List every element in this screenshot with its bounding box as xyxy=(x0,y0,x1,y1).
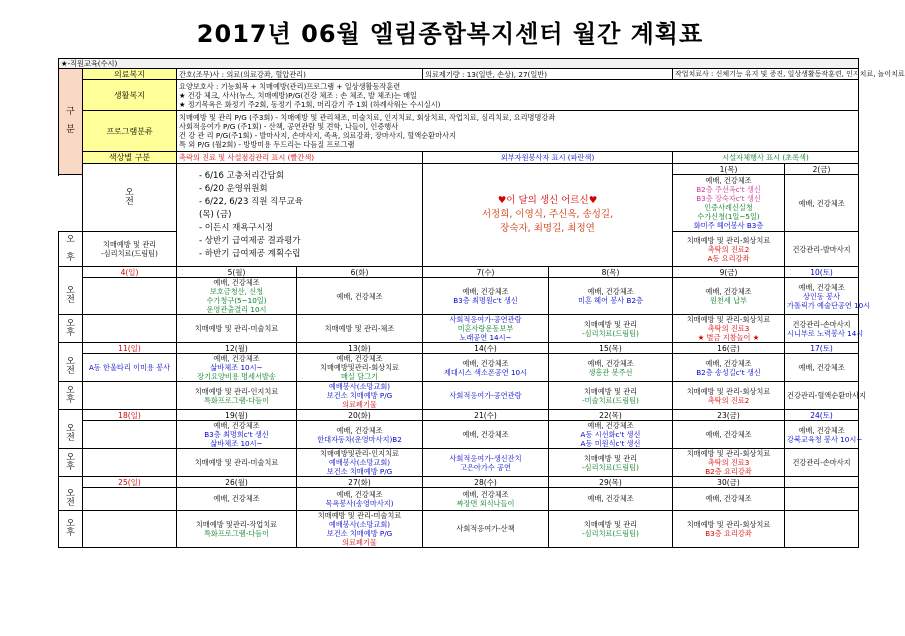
cell-line: 치매예방 및 관리-미술치료 xyxy=(194,458,279,467)
birthday-names: 서정희, 이영식, 주신옥, 송성길, xyxy=(481,209,614,220)
cell-line: 시니부로 노력봉사 14시 xyxy=(787,328,864,338)
birthday-heading: ♥이 달의 생신 어르신♥ xyxy=(497,195,598,206)
cell-line: 치매예방 및 관리 xyxy=(102,240,157,249)
category-side-label: 구 분 xyxy=(59,69,83,175)
legend-blue: 외부자원봉사자 표시 (파란색) xyxy=(423,152,673,164)
monthly-schedule-table xyxy=(58,58,905,548)
cell-line: 예배, 건강체조 xyxy=(798,198,845,208)
cell-line: 치매예방 및 관리-미술치료 xyxy=(317,510,402,520)
day-cell-pm xyxy=(673,449,785,477)
cell-line: 치매예방 및 관리-회상치료 xyxy=(686,386,771,396)
day-cell-am xyxy=(177,488,297,511)
day-cell-pm xyxy=(177,510,297,547)
day-header: 10(토) xyxy=(785,267,859,278)
cell-line: 상인동 봉사 xyxy=(803,291,841,301)
day-cell-am xyxy=(785,278,871,315)
day-header: 14(수) xyxy=(423,343,549,354)
cell-line: 건강관리-손마사지 xyxy=(792,319,851,329)
day-cell-pm xyxy=(297,510,423,547)
day-cell-am xyxy=(549,278,673,315)
ampm-label-pm: 오 후 xyxy=(59,382,83,410)
day-header: 2(금) xyxy=(785,164,859,175)
cell-line: 고은아가수 공연 xyxy=(460,462,511,472)
cell-line: B3층 장숙자c't 생신 xyxy=(696,194,761,203)
cell-line: 목욕봉사(송영마사지) xyxy=(325,498,394,508)
program-line: 특 외 P/G (월2회) - 방방미용 두드리는 다듬질 프로그램 xyxy=(179,140,355,149)
cell-line: 건강관리-손마사지 xyxy=(792,458,851,467)
day-cell-pm xyxy=(785,510,859,547)
notice-item: - 6/20 운영위원회 xyxy=(199,183,268,194)
cell-line: 치매예방및관리-인지치료 xyxy=(320,449,399,458)
day-cell-pm xyxy=(785,382,866,410)
cell-line: 보건소 치매예방 P/G xyxy=(326,467,393,476)
day-cell-pm xyxy=(177,382,297,410)
day-cell-am xyxy=(673,175,785,232)
life-line: ★ 건강 체크, 사사(뉴스, 치매예방)P/G(건강 체조 : 손 체조, 발 체조)는 매일 xyxy=(179,90,417,100)
cell-line: 보호금청산, 신청 xyxy=(209,287,264,296)
life-line: 요양보호사 : 기능회복 + 치매예방(관리)프로그램 + 일상생활동작훈련 xyxy=(179,81,401,91)
cell-line: B2층 요리강좌 xyxy=(705,467,752,476)
cell-line: 예배, 건강체조 xyxy=(213,278,260,287)
day-cell-pm xyxy=(423,449,549,477)
cell-line: 사회적응여가-산책 xyxy=(456,524,515,533)
notice-item: - 6/22, 6/23 직원 직무교육 xyxy=(199,196,304,207)
cell-line: 치매예방 및 관리-회상치료 xyxy=(686,235,771,245)
day-header: 26(월) xyxy=(177,477,297,488)
cell-line: 치매예방 및 관리-미술치료 xyxy=(194,324,279,333)
day-cell-pm xyxy=(83,449,177,477)
day-cell-pm xyxy=(83,382,177,410)
day-cell-pm xyxy=(297,315,423,343)
day-cell-pm xyxy=(297,382,423,410)
cell-line: 예배, 건강체조 xyxy=(336,291,383,301)
life-line: ★ 정기목욕은 화정기 주2회, 동정기 주1회, 머리감기 주 1회 (하례사워는 수시실시) xyxy=(179,99,441,109)
cell-line: -심리치료(드림팀) xyxy=(101,249,158,258)
category-program-label: 프로그램분류 xyxy=(83,111,177,152)
ampm-label-am: 오 전 xyxy=(59,278,83,315)
notice-list xyxy=(177,164,423,267)
day-cell-am xyxy=(423,488,549,511)
ampm-spacer xyxy=(59,343,83,354)
day-cell-am xyxy=(673,421,785,449)
cell-line: 수가신청(1일~5일) xyxy=(697,212,760,221)
day-header: 6(화) xyxy=(297,267,423,278)
day-header: 21(수) xyxy=(423,410,549,421)
day-cell-pm xyxy=(673,232,785,267)
day-cell-am xyxy=(785,421,863,449)
cell-line: 예배, 건강체조 xyxy=(705,494,752,504)
cell-line: A동 미원식c't 생신 xyxy=(580,439,641,448)
day-cell-pm xyxy=(673,510,785,547)
cell-line: 예배, 건강체조 xyxy=(336,425,383,435)
cell-line: 예배, 건강체조 xyxy=(705,176,752,185)
cell-line: 예배, 건강체조 xyxy=(336,489,383,499)
category-color-label: 색상별 구분 xyxy=(83,152,177,164)
day-cell-am xyxy=(549,488,673,511)
life-description xyxy=(177,80,859,111)
staff-education-row: ★-직원교육(수시) xyxy=(59,59,859,69)
notice-item: - 상반기 급여제공 결과평가 xyxy=(199,235,301,246)
cell-line: 촉탁의 진료3 xyxy=(707,324,750,333)
cell-line: 예배봉사(소망교회) xyxy=(328,382,391,391)
ampm-spacer xyxy=(59,477,83,488)
ampm-label-pm: 오 후 xyxy=(59,510,83,547)
day-cell-pm xyxy=(297,449,423,477)
day-cell-am xyxy=(83,421,177,449)
birthday-box xyxy=(423,164,673,267)
cell-line: 생흥관 봇주선 xyxy=(588,367,633,377)
cell-line: 치매예방 및 관리 xyxy=(583,319,638,329)
day-header: 5(월) xyxy=(177,267,297,278)
cell-line: 매실 담그기 xyxy=(340,372,378,381)
day-header: 20(화) xyxy=(297,410,423,421)
cell-line: 특화프로그램-다듬이 xyxy=(203,395,270,405)
cell-line: 예배, 건강체조 xyxy=(798,363,845,372)
cell-line: 치매예방 및 관리-회상치료 xyxy=(686,519,771,529)
day-cell-pm xyxy=(83,232,177,267)
cell-line: 장기요양비용 명세서발송 xyxy=(197,372,276,381)
medical-doctor: 의료제기량 : 13(일반, 손상), 27(일반) xyxy=(423,69,673,80)
ampm-label-am: 오 전 xyxy=(59,421,83,449)
cell-line: A동 한울타리 이미용 봉사 xyxy=(88,363,171,372)
day-header: 8(목) xyxy=(549,267,673,278)
day-cell-am xyxy=(423,354,549,382)
cell-line: 인증사례신실청 xyxy=(704,203,753,212)
day-header: 25(일) xyxy=(83,477,177,488)
day-cell-am xyxy=(785,488,859,511)
cell-line: -심리치료(드림팀) xyxy=(582,328,639,338)
cell-line: B3층 요리강좌 xyxy=(705,528,752,538)
day-cell-am xyxy=(177,354,297,382)
day-cell-am xyxy=(83,488,177,511)
day-cell-am xyxy=(83,354,177,382)
day-cell-am xyxy=(177,278,297,315)
day-cell-am xyxy=(297,354,423,382)
day-cell-pm xyxy=(177,315,297,343)
cell-line: 치매예방 및 관리 xyxy=(583,453,638,463)
notice-item: - 하반기 급여제공 계획수립 xyxy=(199,248,301,259)
day-header: 30(금) xyxy=(673,477,785,488)
day-header: 24(토) xyxy=(785,410,859,421)
cell-line: 예배봉사(소망교회) xyxy=(328,519,391,529)
cell-line: -심리치료(드림팀) xyxy=(582,528,639,538)
cell-line: 제대시스 색소폰공연 10시 xyxy=(443,367,528,377)
notice-item: (목) (금) xyxy=(199,209,232,220)
cell-line: 보건소 치매예방 P/G xyxy=(326,391,393,400)
cell-line: 특화프로그램-다듬이 xyxy=(203,528,270,538)
day-cell-pm xyxy=(673,382,785,410)
day-cell-pm xyxy=(549,510,673,547)
cell-line: 예배, 건강체조 xyxy=(336,354,383,363)
day-cell-pm xyxy=(423,382,549,410)
ampm-label-am: 오 전 xyxy=(83,164,177,232)
legend-green: 시설자체행사 표시 (초록색) xyxy=(673,152,859,164)
cell-line: 짜장면 외식나들이 xyxy=(456,498,515,508)
cell-line: 운영관출결리 10시 xyxy=(206,305,267,314)
ampm-spacer xyxy=(59,410,83,421)
cell-line: 사회적응여가-공연관람 xyxy=(449,391,522,400)
ampm-label-am: 오 전 xyxy=(59,354,83,382)
program-line: 건 강 관 리 P/G(주1회) - 발마사지, 손마사지, 족욕, 의료강좌, 장마사지, 혈액순환마사지 xyxy=(179,131,456,140)
cell-line: 의료폐기물 xyxy=(342,537,377,547)
cell-line: 치매예방및관리-회상치료 xyxy=(320,363,399,372)
day-cell-am xyxy=(297,488,423,511)
category-medical-label: 의료복지 xyxy=(83,69,177,80)
cell-line: 예배봉사(소망교회) xyxy=(328,458,391,467)
ampm-spacer xyxy=(59,267,83,278)
cell-line: B2층 주선옥c't 생신 xyxy=(696,185,761,194)
ampm-label-pm: 오 후 xyxy=(59,449,83,477)
cell-line: 예배, 건강체조 xyxy=(587,494,634,504)
cell-line: B3층 최명원c't 생신 xyxy=(453,296,518,305)
day-header: 18(일) xyxy=(83,410,177,421)
cell-line: ★ 별금 지참놀이 ★ xyxy=(697,333,760,342)
cell-line: 예배, 건강체조 xyxy=(705,358,752,368)
ampm-label-am: 오 전 xyxy=(59,488,83,511)
cell-line: 치매예방 및 관리-체조 xyxy=(324,324,395,333)
day-cell-am xyxy=(297,421,423,449)
medical-nurse: 간호(조무)사 : 의료(의료강좌, 혈압관리) xyxy=(177,69,423,80)
day-cell-pm xyxy=(549,315,673,343)
day-cell-pm xyxy=(83,315,177,343)
day-header: 1(목) xyxy=(673,164,785,175)
cell-line: 삶바체조 10시~ xyxy=(210,363,263,372)
day-header: 17(토) xyxy=(785,343,859,354)
cell-line: A동 요리강좌 xyxy=(707,253,750,263)
cell-line: 삶바체조 10시~ xyxy=(210,439,263,448)
day-cell-am xyxy=(549,421,673,449)
cell-line: 노래공연 14시~ xyxy=(459,333,512,342)
program-line: 치매예방 및 관리 P/G (주3회) - 치매예방 및 관리체조, 미술치료, 인지치료, 회상치료, 작업치료, 심리치료, 요리명명강좌 xyxy=(179,113,556,122)
day-cell-pm xyxy=(83,510,177,547)
day-header: 28(수) xyxy=(423,477,549,488)
day-cell-am xyxy=(549,354,673,382)
day-cell-pm xyxy=(785,232,859,267)
day-header: 13(화) xyxy=(297,343,423,354)
cell-line: A동 시선화c't 생신 xyxy=(580,430,641,439)
cell-line: 건강관리-혈액순환마사지 xyxy=(787,391,866,400)
day-header: 9(금) xyxy=(673,267,785,278)
day-header: 29(목) xyxy=(549,477,673,488)
ampm-label-pm: 오 후 xyxy=(59,232,83,267)
day-header: 4(일) xyxy=(83,267,177,278)
day-cell-pm xyxy=(785,315,864,343)
cell-line: 예배, 건강체조 xyxy=(213,354,260,363)
cell-line: 사회적응여가-생신잔치 xyxy=(449,453,522,463)
day-cell-am xyxy=(83,278,177,315)
legend-red: 촉락의 진료 및 사설점검관리 표시 (빨간색) xyxy=(177,152,423,164)
day-cell-am xyxy=(297,278,423,315)
day-header: 12(월) xyxy=(177,343,297,354)
cell-line: 사회적응여가-공연관람 xyxy=(449,315,522,324)
day-header: 15(목) xyxy=(549,343,673,354)
cell-line: 치매예방 및관리-작업치료 xyxy=(195,519,278,529)
cell-line: 촉탁의 진료2 xyxy=(707,244,750,254)
cell-line: 예배, 건강체조 xyxy=(213,494,260,504)
cell-line: 치매예방 및 관리-회상치료 xyxy=(686,315,771,324)
day-header: 23(금) xyxy=(673,410,785,421)
day-cell-pm xyxy=(549,382,673,410)
day-cell-am xyxy=(673,278,785,315)
program-line: 사회적응여가 P/G (주1회) - 산책, 공연관람 및 견학, 나들이, 인증행사 xyxy=(179,122,399,131)
day-cell-pm xyxy=(673,315,785,343)
cell-line: -미술치료(드림팀) xyxy=(582,395,639,405)
cell-line: 치매예방 및 관리 xyxy=(583,386,638,396)
cell-line: 예배, 건강체조 xyxy=(587,358,634,368)
cell-line: 예배, 건강체조 xyxy=(213,421,260,430)
cell-line: 한대자동차(운영마사지)B2 xyxy=(317,434,402,444)
category-life-label: 생활복지 xyxy=(83,80,177,111)
cell-line: 화미주 헤어봉사 B3층 xyxy=(693,221,764,230)
birthday-names: 장숙자, 최명길, 최정연 xyxy=(500,223,595,234)
cell-line: 치매예방 및 관리-회상치료 xyxy=(686,449,771,458)
day-cell-pm xyxy=(549,449,673,477)
cell-line: 수가청구(5~10일) xyxy=(206,296,267,305)
cell-line: 예배, 건강체조 xyxy=(462,358,509,368)
cell-line: 촉탁의 진료3 xyxy=(707,458,750,467)
ampm-label-pm: 오 후 xyxy=(59,315,83,343)
cell-line: 예배, 건강체조 xyxy=(705,287,752,296)
cell-line: 미흔사랑운동보부 xyxy=(457,324,514,333)
day-cell-pm xyxy=(423,315,549,343)
day-header: 16(금) xyxy=(673,343,785,354)
cell-line: 예배, 건강체조 xyxy=(462,430,509,439)
day-header: 22(목) xyxy=(549,410,673,421)
day-cell-am xyxy=(673,488,785,511)
cell-line: B2층 송성길c't 생신 xyxy=(696,367,761,377)
cell-line: 예배, 건강체조 xyxy=(798,282,845,292)
cell-line: 건강관리-발마사지 xyxy=(792,244,851,254)
day-header: 7(수) xyxy=(423,267,549,278)
cell-line: 예배, 건강체조 xyxy=(587,421,634,430)
day-cell-pm xyxy=(177,449,297,477)
day-cell-am xyxy=(177,421,297,449)
cell-line: 미흔 헤어 봉사 B2층 xyxy=(578,296,643,305)
page-title: 2017년 06월 엘림종합복지센터 월간 계획표 xyxy=(196,20,704,48)
day-cell-am xyxy=(785,175,859,232)
notice-item: - 이든시 재욕구시정 xyxy=(199,222,274,233)
cell-line: 의료폐기물 xyxy=(342,400,377,409)
cell-line: 원천세 납부 xyxy=(709,296,747,305)
cell-line: 예배, 건강체조 xyxy=(462,489,509,499)
day-cell-am xyxy=(423,278,549,315)
cell-line: 치매예방 및 관리 xyxy=(583,519,638,529)
cell-line: 예배, 건강체조 xyxy=(462,287,509,296)
notice-item: - 6/16 고충처리간담회 xyxy=(199,170,285,181)
cell-line: 촉탁의 진료2 xyxy=(707,395,750,405)
day-cell-pm xyxy=(785,449,859,477)
cell-line: 예배, 건강체조 xyxy=(705,430,752,439)
cell-line: B3층 최명희c't 생신 xyxy=(204,430,269,439)
cell-line: 예배, 건강체조 xyxy=(798,425,845,435)
day-header: 19(월) xyxy=(177,410,297,421)
medical-therapist: 작업치료사 : 신체기능 유지 및 증진, 일상생활동작훈련, 인지치료, 놀이치료 xyxy=(673,69,859,80)
cell-line: -심리치료(드림팀) xyxy=(582,462,639,472)
day-header: 27(화) xyxy=(297,477,423,488)
program-description xyxy=(177,111,859,152)
day-cell-am xyxy=(785,354,859,382)
day-header xyxy=(785,477,859,488)
day-cell-am xyxy=(423,421,549,449)
day-cell-am xyxy=(673,354,785,382)
day-header: 11(일) xyxy=(83,343,177,354)
cell-line: 치매예방 및 관리-인지치료 xyxy=(194,386,279,396)
cell-line: 예배, 건강체조 xyxy=(587,287,634,296)
cell-line: 보건소 치매예방 P/G xyxy=(326,528,393,538)
cell-line: 강북교육청 봉사 10시~ xyxy=(787,434,863,444)
day-cell-pm xyxy=(423,510,549,547)
cell-line: 가톨릭가 예술단공연 10시 xyxy=(787,300,871,310)
